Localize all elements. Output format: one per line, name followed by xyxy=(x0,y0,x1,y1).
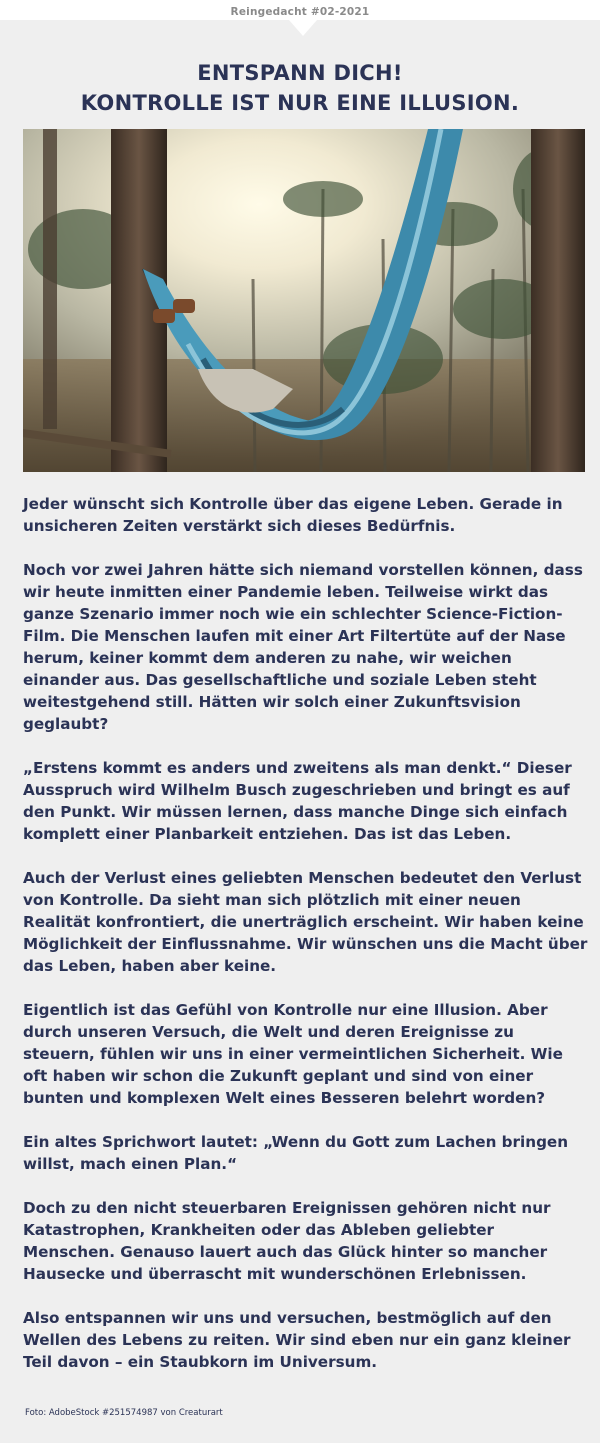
article-paragraph: Eigentlich ist das Gefühl von Kontrolle nur eine Illusion. Aber durch unseren Versuch, die Welt und deren Ereignisse zu steuern, fühlen wir uns in einer vermeintlichen Sicherheit. Wie oft haben wir schon die Zukunft geplant und sind von einer bunten und komplexen Welt eines Besseren belehrt worden? xyxy=(23,1001,563,1107)
issue-header-bar xyxy=(0,0,600,20)
title-line-1: ENTSPANN DICH! xyxy=(197,61,403,85)
page-title xyxy=(0,58,600,118)
article-body xyxy=(23,493,588,1395)
issue-label: Reingedacht #02-2021 xyxy=(230,6,370,18)
article-paragraph: Jeder wünscht sich Kontrolle über das eigene Leben. Gerade in unsicheren Zeiten verstärkt sich dieses Bedürfnis. xyxy=(23,495,563,535)
title-line-2: KONTROLLE IST NUR EINE ILLUSION. xyxy=(80,91,520,115)
article-paragraph: Auch der Verlust eines geliebten Menschen bedeutet den Verlust von Kontrolle. Da sieht man sich plötzlich mit einer neuen Realität konfrontiert, die unerträglich erscheint. Wir haben keine Möglichkeit der Einflussnahme. Wir wünschen uns die Macht über das Leben, haben aber keine. xyxy=(23,869,588,975)
hero-image xyxy=(23,129,585,472)
article-paragraph: Doch zu den nicht steuerbaren Ereignissen gehören nicht nur Katastrophen, Krankheiten oder das Ableben geliebter Menschen. Genauso lauert auch das Glück hinter so mancher Hausecke und überrascht mit wunderschönen Erlebnissen. xyxy=(23,1199,551,1283)
article-paragraph: Ein altes Sprichwort lautet: „Wenn du Gott zum Lachen bringen willst, mach einen Plan.“ xyxy=(23,1133,569,1173)
photo-credit: Foto: AdobeStock #251574987 von Creaturart xyxy=(25,1408,223,1418)
article-paragraph: „Erstens kommt es anders und zweitens als man denkt.“ Dieser Ausspruch wird Wilhelm Busch zugeschrieben und bringt es auf den Punkt. Wir müssen lernen, dass manche Dinge sich einfach komplett einer Planbarkeit entziehen. Das ist das Leben. xyxy=(23,759,572,843)
hammock-in-forest-photo xyxy=(23,129,585,472)
header-notch xyxy=(289,20,317,36)
article-paragraph: Noch vor zwei Jahren hätte sich niemand vorstellen können, dass wir heute inmitten einer Pandemie leben. Teilweise wirkt das ganze Szenario immer noch wie ein schlechter Science-Fiction-Film. Die Menschen laufen mit einer Art Filtertüte auf der Nase herum, keiner kommt dem anderen zu nahe, wir weichen einander aus. Das gesellschaftliche und soziale Leben steht weitestgehend still. Hätten wir solch einer Zukunftsvision geglaubt? xyxy=(23,561,583,733)
article-paragraph: Also entspannen wir uns und versuchen, bestmöglich auf den Wellen des Lebens zu reiten. Wir sind eben nur ein ganz kleiner Teil davon – ein Staubkorn im Universum. xyxy=(23,1309,571,1371)
